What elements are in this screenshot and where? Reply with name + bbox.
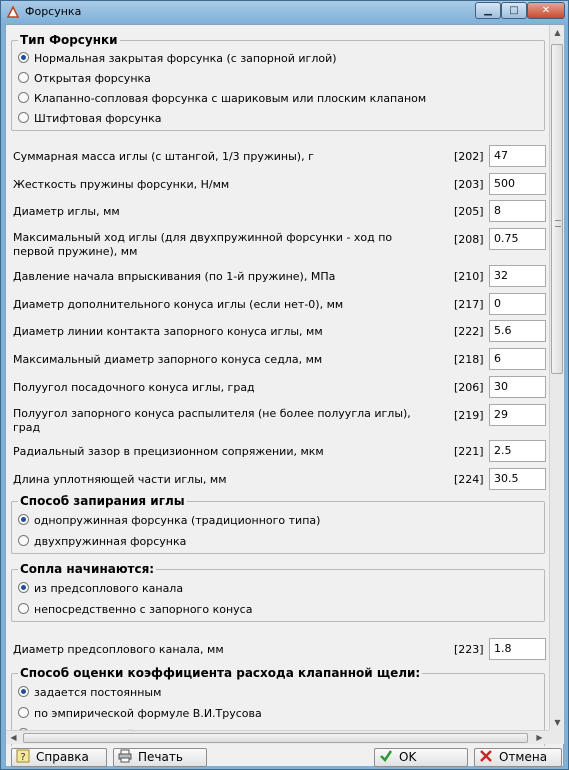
param-input-224[interactable]: 30.5 <box>489 468 546 490</box>
param-code: [222] <box>454 325 484 338</box>
param-row-208 <box>6 228 549 262</box>
injector-type-option-valve-nozzle[interactable]: Клапанно-сопловая форсунка с шариковым или плоским клапаном <box>18 90 426 108</box>
param-input-210[interactable]: 32 <box>489 265 546 287</box>
flow-option-trusov-formula[interactable]: по эмпирической формуле В.И.Трусова <box>18 705 262 723</box>
param-label: Максимальный диаметр запорного конуса седла, мм <box>13 353 323 366</box>
param-input-219[interactable]: 29 <box>489 404 546 426</box>
param-code: [208] <box>454 233 484 246</box>
close-button[interactable] <box>527 2 565 19</box>
nozzles-option-from-cone[interactable]: непосредственно с запорного конуса <box>18 601 252 619</box>
radio-checked-icon[interactable] <box>18 582 29 593</box>
param-row-222 <box>6 320 549 344</box>
param-code: [224] <box>454 473 484 486</box>
radio-icon[interactable] <box>18 92 29 103</box>
scroll-area <box>6 25 549 730</box>
vertical-scrollbar[interactable] <box>549 25 564 730</box>
param-label: Полуугол запорного конуса распылителя (не более полуугла иглы), град <box>13 407 411 434</box>
flow-option-constant[interactable]: задается постоянным <box>18 684 161 702</box>
param-input-205[interactable]: 8 <box>489 200 546 222</box>
param-code: [223] <box>454 643 484 656</box>
maximize-button[interactable] <box>501 2 527 19</box>
param-code: [217] <box>454 298 484 311</box>
radio-checked-icon[interactable] <box>18 686 29 697</box>
param-label: Диаметр дополнительного конуса иглы (если нет-0), мм <box>13 298 344 311</box>
window-title: Форсунка <box>25 5 82 18</box>
param-label: Максимальный ход иглы (для двухпружинной форсунки - ход по первой пружине), мм <box>13 231 393 258</box>
print-button[interactable]: Печать <box>113 748 207 767</box>
locking-option-double-spring[interactable]: двухпружинная форсунка <box>18 533 186 551</box>
param-label: Жесткость пружины форсунки, Н/мм <box>13 178 230 191</box>
printer-icon <box>118 749 132 763</box>
help-button[interactable]: ? Справка <box>11 748 107 767</box>
param-input-208[interactable]: 0.75 <box>489 228 546 250</box>
param-row-219 <box>6 404 549 438</box>
param-label: Диаметр предсоплового канала, мм <box>13 643 224 656</box>
title-bar[interactable] <box>1 1 568 24</box>
param-code: [221] <box>454 445 484 458</box>
param-code: [218] <box>454 353 484 366</box>
horizontal-scroll-thumb[interactable] <box>23 733 528 743</box>
param-row-217 <box>6 293 549 317</box>
param-label: Длина уплотняющей части иглы, мм <box>13 473 227 486</box>
radio-icon[interactable] <box>18 535 29 546</box>
param-label: Диаметр линии контакта запорного конуса иглы, мм <box>13 325 323 338</box>
scroll-up-icon[interactable]: ▲ <box>554 28 561 37</box>
param-code: [210] <box>454 270 484 283</box>
param-code: [219] <box>454 409 484 422</box>
nozzles-start-group <box>11 562 545 622</box>
ok-button[interactable]: OK <box>374 748 468 767</box>
injector-type-group <box>11 33 545 131</box>
maximize-icon: □ <box>509 5 519 16</box>
dialog-client <box>5 24 564 766</box>
param-code: [206] <box>454 381 484 394</box>
radio-checked-icon[interactable] <box>18 52 29 63</box>
param-row-223 <box>6 638 549 662</box>
param-row-221 <box>6 440 549 464</box>
param-row-202 <box>6 145 549 169</box>
param-row-206 <box>6 376 549 400</box>
close-icon <box>479 749 493 763</box>
param-row-224 <box>6 468 549 492</box>
locking-method-group <box>11 494 545 554</box>
param-row-203 <box>6 173 549 197</box>
horizontal-scrollbar[interactable] <box>6 730 549 744</box>
radio-icon[interactable] <box>18 707 29 718</box>
injector-type-option-open[interactable]: Открытая форсунка <box>18 70 151 88</box>
param-label: Радиальный зазор в прецизионном сопряжении, мкм <box>13 445 324 458</box>
param-input-223[interactable]: 1.8 <box>489 638 546 660</box>
param-input-202[interactable]: 47 <box>489 145 546 167</box>
param-label: Полуугол посадочного конуса иглы, град <box>13 381 255 394</box>
param-label: Диаметр иглы, мм <box>13 205 120 218</box>
radio-icon[interactable] <box>18 72 29 83</box>
scroll-left-icon[interactable]: ◀ <box>10 733 17 742</box>
radio-icon[interactable] <box>18 112 29 123</box>
param-input-206[interactable]: 30 <box>489 376 546 398</box>
param-code: [202] <box>454 150 484 163</box>
injector-type-option-pintle[interactable]: Штифтовая форсунка <box>18 110 161 128</box>
svg-text:?: ? <box>20 752 26 763</box>
injector-type-option-normal[interactable]: Нормальная закрытая форсунка (с запорной иглой) <box>18 50 337 68</box>
close-icon: ✕ <box>541 5 551 16</box>
radio-checked-icon[interactable] <box>18 514 29 525</box>
nozzles-start-legend: Сопла начинаются: <box>20 562 155 576</box>
flow-coefficient-legend: Способ оценки коэффициента расхода клапанной щели: <box>20 666 421 680</box>
scroll-right-icon[interactable]: ▶ <box>536 733 543 742</box>
param-input-221[interactable]: 2.5 <box>489 440 546 462</box>
dialog-footer <box>6 746 563 766</box>
param-row-205 <box>6 200 549 224</box>
vertical-scroll-thumb[interactable] <box>551 44 563 374</box>
cancel-button[interactable]: Отмена <box>474 748 562 767</box>
param-label: Давление начала впрыскивания (по 1-й пружине), МПа <box>13 270 336 283</box>
param-code: [205] <box>454 205 484 218</box>
minimize-icon: ▁ <box>484 5 492 16</box>
param-row-218 <box>6 348 549 372</box>
locking-option-single-spring[interactable]: однопружинная форсунка (традиционного типа) <box>18 512 320 530</box>
param-label: Суммарная масса иглы (с штангой, 1/3 пружины), г <box>13 150 314 163</box>
scroll-down-icon[interactable]: ▼ <box>554 718 561 727</box>
param-input-222[interactable]: 5.6 <box>489 320 546 342</box>
app-icon <box>6 5 20 19</box>
help-icon <box>16 749 30 763</box>
checkmark-icon <box>379 749 393 763</box>
locking-method-legend: Способ запирания иглы <box>20 494 185 508</box>
param-code: [203] <box>454 178 484 191</box>
param-input-203[interactable]: 500 <box>489 173 546 195</box>
injector-type-legend: Тип Форсунки <box>20 33 118 47</box>
param-input-217[interactable]: 0 <box>489 293 546 315</box>
minimize-button[interactable] <box>475 2 501 19</box>
scroll-corner <box>549 730 564 744</box>
param-input-218[interactable]: 6 <box>489 348 546 370</box>
radio-icon[interactable] <box>18 603 29 614</box>
param-row-210 <box>6 265 549 289</box>
nozzles-option-prenozzle-channel[interactable]: из предсоплового канала <box>18 580 183 598</box>
